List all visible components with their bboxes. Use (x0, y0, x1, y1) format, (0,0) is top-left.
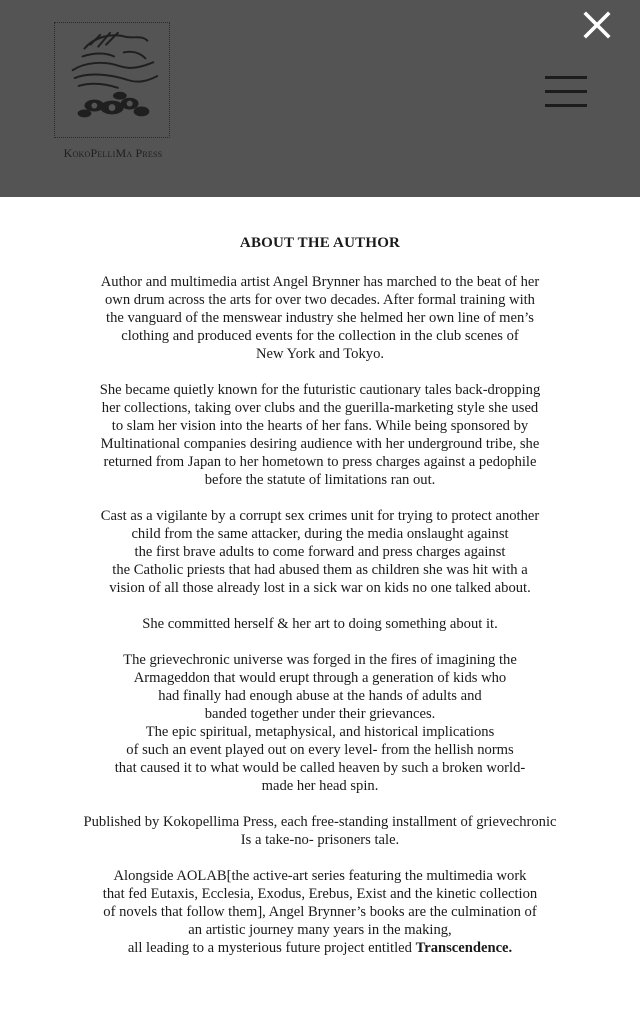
menu-button[interactable] (545, 74, 587, 110)
text-line: before the statute of limitations ran out. (204, 472, 436, 488)
text-line: She became quietly known for the futuristic cautionary tales back-dropping (99, 382, 541, 398)
text-line: Alongside AOLAB[the active-art series featuring the multimedia work (113, 868, 527, 884)
text-line: had finally had enough abuse at the hands of adults and (158, 688, 482, 704)
text-line: returned from Japan to her hometown to press charges against a pedophile (103, 454, 537, 470)
hamburger-menu-icon (545, 76, 587, 79)
close-icon (578, 6, 616, 44)
paragraph-aolab (0, 867, 640, 957)
site-logo[interactable] (52, 20, 174, 166)
text-line: The epic spiritual, metaphysical, and historical implications (145, 724, 495, 740)
paragraph-intro (0, 273, 640, 363)
close-button[interactable] (578, 6, 616, 44)
text-line: the first brave adults to come forward and press charges against (134, 544, 506, 560)
text-line: Multinational companies desiring audience with her underground tribe, she (100, 436, 540, 452)
transcendence-title: Transcendence. (415, 940, 513, 956)
text-line: the Catholic priests that had abused them as children she was hit with a (112, 562, 528, 578)
text-line: Author and multimedia artist Angel Brynner has marched to the beat of her (100, 274, 540, 290)
text-line: her collections, taking over clubs and the guerilla-marketing style she used (101, 400, 539, 416)
text-line: of novels that follow them], Angel Brynner’s books are the culmination of (103, 904, 537, 920)
text-line: child from the same attacker, during the media onslaught against (131, 526, 509, 542)
text-line: New York and Tokyo. (255, 346, 385, 362)
paragraph-commitment (0, 615, 640, 633)
paragraph-career (0, 381, 640, 489)
about-author-section (0, 197, 640, 1024)
text-line-lead: all leading to a mysterious future project entitled (127, 940, 412, 956)
kokopelli-hands-icon (54, 22, 170, 138)
text-line: an artistic journey many years in the making, (188, 922, 452, 938)
paragraph-publisher (0, 813, 640, 849)
text-line: The grievechronic universe was forged in the fires of imagining the (123, 652, 517, 668)
paragraph-universe (0, 651, 640, 795)
text-line: vision of all those already lost in a sick war on kids no one talked about. (109, 580, 531, 596)
site-header (0, 0, 640, 197)
text-line: banded together under their grievances. (204, 706, 436, 722)
text-line: of such an event played out on every level- from the hellish norms (126, 742, 514, 758)
page-title: ABOUT THE AUTHOR (239, 235, 401, 251)
text-line: Published by Kokopellima Press, each free-standing installment of grievechronic (83, 814, 557, 830)
text-line: clothing and produced events for the collection in the club scenes of (121, 328, 519, 344)
text-line: Is a take-no- prisoners tale. (240, 832, 400, 848)
text-line: made her head spin. (261, 778, 379, 794)
text-line: She committed herself & her art to doing something about it. (142, 616, 498, 632)
text-line (0, 939, 640, 957)
paragraph-vigilante (0, 507, 640, 597)
text-line: Armageddon that would erupt through a generation of kids who (133, 670, 507, 686)
text-line: to slam her vision into the hearts of her fans. While being sponsored by (111, 418, 529, 434)
logo-wordmark: KokoPelliMa Press (63, 146, 163, 160)
text-line: that caused it to what would be called heaven by such a broken world- (114, 760, 526, 776)
text-line: the vanguard of the menswear industry she helmed her own line of men’s (106, 310, 534, 326)
text-line: that fed Eutaxis, Ecclesia, Exodus, Erebus, Exist and the kinetic collection (102, 886, 538, 902)
text-line: Cast as a vigilante by a corrupt sex crimes unit for trying to protect another (100, 508, 540, 524)
text-line: own drum across the arts for over two decades. After formal training with (105, 292, 535, 308)
